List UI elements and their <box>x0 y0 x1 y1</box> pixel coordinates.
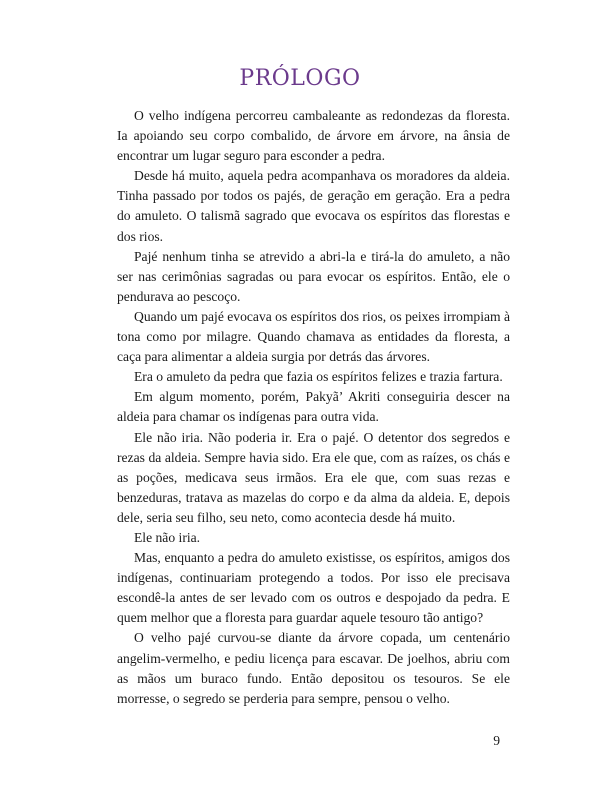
paragraph: Era o amuleto da pedra que fazia os espíritos felizes e trazia fartura. <box>134 369 503 385</box>
paragraph: Ele não iria. <box>134 529 201 545</box>
chapter-body <box>117 106 510 709</box>
paragraph: Em algum momento, porém, Pakyã’ Akriti conseguiria descer na aldeia para chamar os indígenas para outra vida. <box>117 389 510 425</box>
paragraph: O velho indígena percorreu cambaleante as redondezas da floresta. Ia apoiando seu corpo combalido, de árvore em árvore, na ânsia de encontrar um lugar seguro para esconder a pedra. <box>117 108 510 164</box>
paragraph: Ele não iria. Não poderia ir. Era o pajé. O detentor dos segredos e rezas da aldeia. Sempre havia sido. Era ele que, com as raízes, os chás e as poções, medicava seus irmãos. Era ele que, com suas rezas e benzeduras, tratava as mazelas do corpo e da alma da aldeia. E, depois dele, seria seu filho, seu neto, como acontecia desde há muito. <box>117 429 510 525</box>
paragraph: Pajé nenhum tinha se atrevido a abri-la e tirá-la do amuleto, a não ser nas cerimônias sagradas ou para evocar os espíritos. Então, ele o pendurava ao pescoço. <box>117 248 510 304</box>
paragraph: Mas, enquanto a pedra do amuleto existisse, os espíritos, amigos dos indígenas, continuariam protegendo a todos. Por isso ele precisava escondê-la antes de ser levado com os outros e despojado da pedra. E quem melhor que a floresta para guardar aquele tesouro tão antigo? <box>117 550 510 626</box>
paragraph: Quando um pajé evocava os espíritos dos rios, os peixes irrompiam à tona como por milagre. Quando chamava as entidades da floresta, a caça para alimentar a aldeia surgia por detrás das árvores. <box>117 308 511 365</box>
chapter-title: PRÓLOGO <box>239 66 361 91</box>
paragraph: Desde há muito, aquela pedra acompanhava os moradores da aldeia. Tinha passado por todos os pajés, de geração em geração. Era a pedra do amuleto. O talismã sagrado que evocava os espíritos das florestas e dos rios. <box>117 168 510 244</box>
page-number: 9 <box>493 733 500 748</box>
paragraph: O velho pajé curvou-se diante da árvore copada, um centenário angelim-vermelho, e pediu licença para escavar. De joelhos, abriu com as mãos um buraco fundo. Então depositou os tesouros. Se ele morresse, o segredo se perderia para sempre, pensou o velho. <box>117 630 510 706</box>
